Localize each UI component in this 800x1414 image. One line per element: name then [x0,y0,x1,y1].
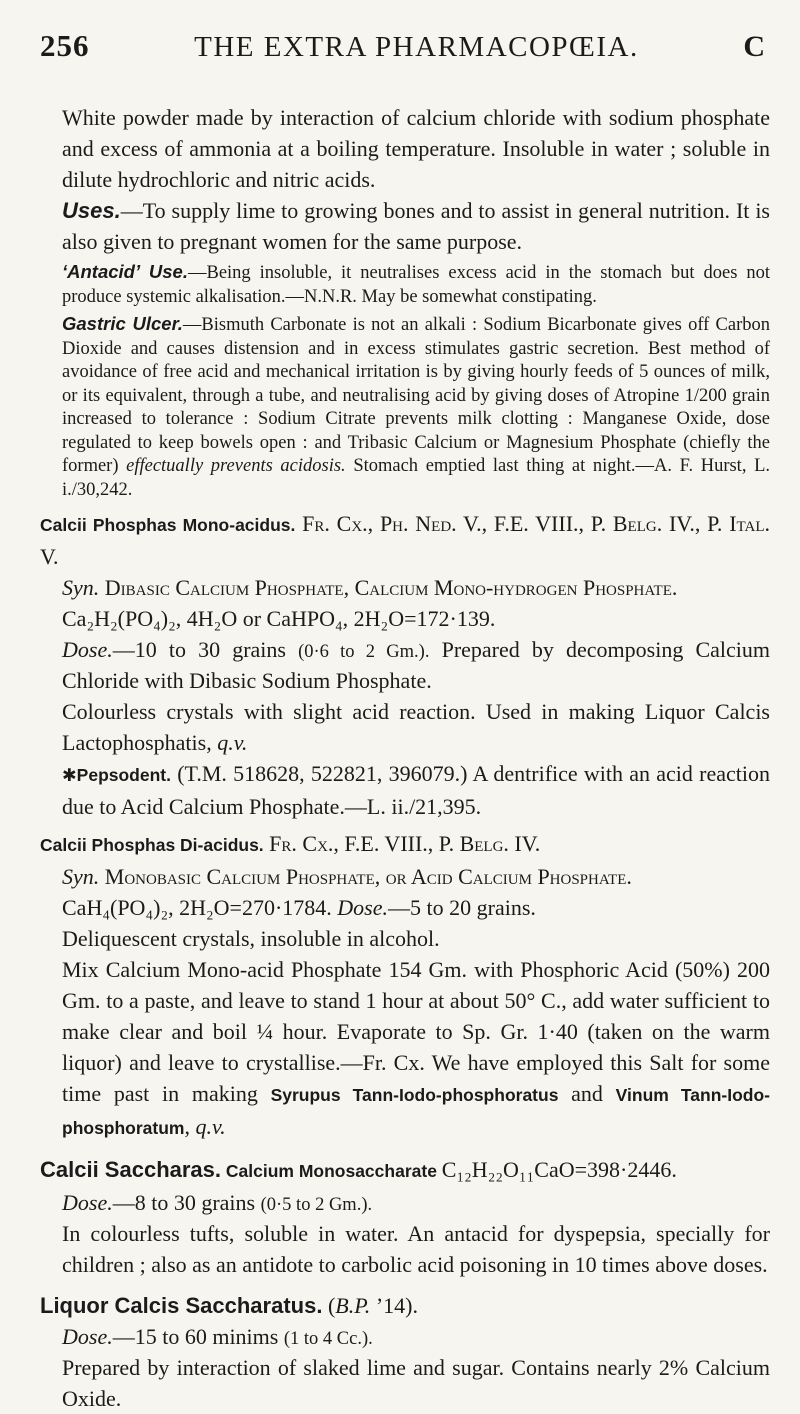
dose-label: Dose. [62,1190,113,1215]
text: —10 to 30 grains [112,637,299,662]
dose [40,634,770,696]
dose [40,1321,770,1352]
text: (T.M. 518628, 522821, 396079.) A dentrifice with an acid reaction due to Acid Calcium Phosphate.—L. ii./21,395. [62,761,770,819]
page-body [40,102,770,1414]
formula [40,603,770,634]
text: Mix Calcium Mono-acid Phosphate 154 Gm. with Phosphoric Acid (50%) 200 Gm. to a paste, and leave to stand 1 hour at about 50° C., add water sufficient to make clear and boil ¼ hour. Evaporate to Sp. Gr. 1·40 (taken on the warm liquor) and leave to crystallise.—Fr. Cx. We have employed this Salt for some time past in making [62,957,770,1106]
text: ’14). [370,1293,418,1318]
qv: q.v. [195,1114,226,1139]
dose-label: Dose. [62,637,113,662]
product-name: Vinum Tann-Iodo-phosphoratum [62,1085,771,1138]
text: CaH₄(PO₄)₂, 2H₂O=270·1784. [62,895,338,920]
heading-antacid-use: ‘Antacid’ Use. [62,261,188,282]
paragraph-antacid-use [40,260,770,309]
synonyms [40,861,770,892]
heading-calcii-phosphas-mono-acidus: Calcii Phosphas Mono-acidus. [40,515,296,535]
text: Colourless crystals with slight acid reaction. Used in making Liquor Calcis Lactophosphatis, [62,699,770,755]
section-letter: C [743,30,766,63]
metric-dose: (0·6 to 2 Gm.). [298,642,430,662]
product-name: Syrupus Tann-Iodo-phosphoratus [270,1085,559,1105]
running-header [40,28,770,64]
heading-calcii-saccharas: Calcii Saccharas. [40,1157,222,1182]
text: —8 to 30 grains [112,1190,261,1215]
formula: C₁₂H₂₂O₁₁CaO=398·2446. [441,1157,677,1182]
text: Ca₂H₂(PO₄)₂, 4H₂O or CaHPO₄, 2H₂O=172·139. [62,606,496,631]
description [40,1218,770,1280]
entry-calcii-phosphas-di-acidus [40,828,770,861]
syn-label: Syn. [62,575,100,600]
text: In colourless tufts, soluble in water. An antacid for dyspepsia, specially for children ; also as an antidote to carbolic acid poisoning in 10 times above doses. [62,1221,770,1277]
bp-ref: B.P. [335,1293,371,1318]
text: Monobasic Calcium Phosphate, or Acid Calcium Phosphate. [99,864,632,889]
heading-gastric-ulcer: Gastric Ulcer. [62,313,183,334]
pharmacopoeia-refs: Fr. Cx., F.E. VIII., P. Belg. IV. [263,831,541,856]
text: —15 to 60 minims [112,1324,284,1349]
metric-dose: (1 to 4 Cc.). [283,1329,373,1349]
heading-pepsodent: ✱Pepsodent. [62,765,171,785]
description [40,923,770,954]
description [40,1352,770,1414]
paragraph-gastric-ulcer [40,312,770,502]
entry-pepsodent [40,758,770,822]
subtitle: Calcium Monosaccharate [221,1161,442,1181]
text: ( [322,1293,336,1318]
text: , [184,1114,196,1139]
text: Deliquescent crystals, insoluble in alcohol. [62,926,440,951]
qv: q.v. [217,730,248,755]
entry-calcii-saccharas [40,1154,770,1187]
heading-liquor-calcis-saccharatus: Liquor Calcis Saccharatus. [40,1293,323,1318]
dose [40,1187,770,1218]
dose-label: Dose. [337,895,389,920]
text: Prepared by decomposing Calcium Chloride with Dibasic Sodium Phosphate. [62,637,770,693]
heading-uses: Uses. [62,198,121,223]
syn-label: Syn. [62,864,100,889]
text: Stomach emptied last thing at night.—A. F. Hurst, L. i./30,242. [62,456,770,500]
metric-dose: (0·5 to 2 Gm.). [260,1195,373,1215]
text: —Being insoluble, it neutralises excess acid in the stomach but does not produce systemic alkalisation.—N.N.R. May be somewhat constipating. [62,263,770,307]
text: Prepared by interaction of slaked lime and sugar. Contains nearly 2% Calcium Oxide. [62,1355,770,1411]
pharmacopoeia-refs: Fr. Cx., Ph. Ned. V., F.E. VIII., P. Belg. IV., P. Ital. V. [40,511,770,569]
text: —To supply lime to growing bones and to assist in general nutrition. It is also given to pregnant women for the same purpose. [62,198,770,254]
heading-calcii-phosphas-di-acidus: Calcii Phosphas Di-acidus. [40,835,264,855]
text: White powder made by interaction of calcium chloride with sodium phosphate and excess of ammonia at a boiling temperature. Insoluble in water ; soluble in dilute hydrochloric and nitric acids. [62,105,770,192]
paragraph-uses [40,195,770,257]
formula-dose [40,892,770,923]
entry-liquor-calcis-saccharatus [40,1290,770,1321]
synonyms [40,572,770,603]
emphasis: effectually prevents acidosis. [126,456,346,476]
preparation [40,954,770,1144]
running-title: THE EXTRA PHARMACOPŒIA. [194,31,639,63]
entry-calcii-phosphas-mono-acidus [40,508,770,572]
description [40,696,770,758]
text: Dibasic Calcium Phosphate, Calcium Mono-hydrogen Phosphate. [99,575,678,600]
text: —5 to 20 grains. [388,895,536,920]
text: —Bismuth Carbonate is not an alkali : Sodium Bicarbonate gives off Carbon Dioxide and causes distension and in excess stimulates gastric secretion. Best method of avoidance of free acid and mechanical irritation is by giving hourly feeds of 5 ounces of milk, or its equivalent, through a tube, and neutralising acid by giving doses of Atropine 1/200 grain increased to tolerance : Sodium Citrate prevents milk clotting : Manganese Oxide, dose regulated to keep bowels open : and Tribasic Calcium or Magnesium Phosphate (chiefly the former) [62,315,770,476]
paragraph-description [40,102,770,195]
page-number: 256 [40,28,90,63]
dose-label: Dose. [62,1324,113,1349]
text: and [558,1081,616,1106]
